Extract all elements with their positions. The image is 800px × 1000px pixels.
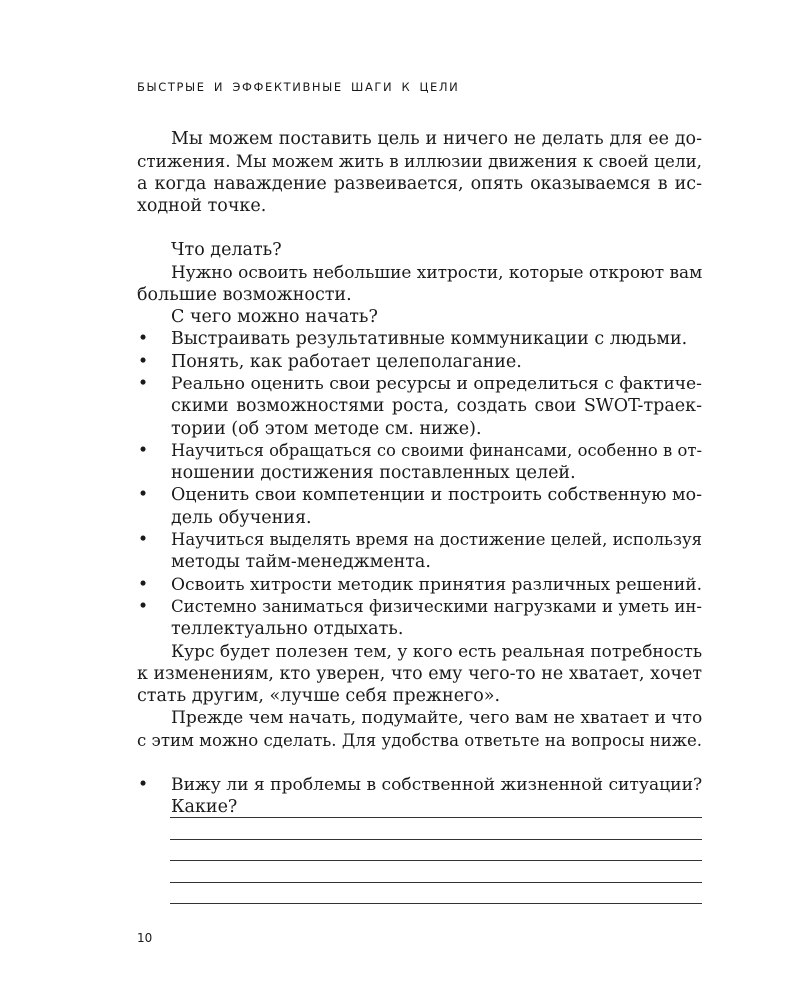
bullet-icon: •: [137, 373, 149, 394]
text-line: большие возможности.: [137, 284, 352, 305]
text-line: скими возможностями роста, создать свои SWOT-траек-: [171, 396, 702, 417]
text-line: Оценить свои компетенции и построить собственную мо-: [171, 485, 702, 506]
text-line: а когда наваждение развеивается, опять оказываемся в ис-: [137, 173, 702, 194]
question-what: Что делать?: [171, 240, 282, 261]
body-text: [137, 128, 702, 819]
answer-line: [170, 817, 702, 818]
answer-line: [170, 882, 702, 883]
bullet-list: [137, 328, 702, 640]
bullet-icon: •: [137, 775, 149, 796]
text-line: Научиться обращаться со своими финансами, особенно в от-: [171, 440, 702, 460]
bullet-icon: •: [137, 485, 149, 506]
bullet-icon: •: [137, 351, 149, 372]
text-line: стижения. Мы можем жить в иллюзии движения к своей цели,: [137, 151, 702, 172]
course-paragraph: [137, 641, 702, 708]
page-number: 10: [137, 931, 153, 945]
text-line: Научиться выделять время на достижение целей, используя: [171, 530, 702, 550]
text-line: Прежде чем начать, подумайте, чего вам не хватает и что: [171, 708, 703, 729]
list-item: [137, 574, 702, 596]
paragraph-gap: [137, 752, 702, 774]
answer-lines: [170, 817, 702, 925]
list-item: [137, 529, 702, 574]
text-line: Курс будет полезен тем, у кого есть реальная потребность: [171, 641, 703, 662]
answer-line: [170, 903, 702, 904]
text-line: Мы можем поставить цель и ничего не делать для ее до-: [171, 129, 702, 149]
list-item: [137, 484, 702, 529]
running-head: БЫСТРЫЕ И ЭФФЕКТИВНЫЕ ШАГИ К ЦЕЛИ: [137, 80, 460, 94]
text-line: Реально оценить свои ресурсы и определиться с фактиче-: [171, 373, 702, 394]
answer-line: [170, 860, 702, 861]
text-line: к изменениям, кто уверен, что ему чего-то не хватает, хочет: [137, 663, 702, 684]
text-line: тории (об этом методе см. ниже).: [171, 418, 482, 439]
text-line: методы тайм-менеджмента.: [171, 552, 431, 573]
text-line: Понять, как работает целеполагание.: [171, 351, 522, 372]
paragraph-gap: [137, 217, 702, 239]
bullet-icon: •: [137, 596, 149, 617]
text-line: стать другим, «лучше себя прежнего».: [137, 686, 501, 707]
text-line: Выстраивать результативные коммуникации с людьми.: [171, 329, 688, 350]
list-item: [137, 373, 702, 440]
question-start: С чего можно начать?: [171, 307, 378, 328]
text-line: с этим можно сделать. Для удобства ответьте на вопросы ниже.: [137, 730, 702, 750]
list-item: [137, 351, 702, 373]
bullet-icon: •: [137, 440, 149, 461]
text-line: Вижу ли я проблемы в собственной жизненной ситуации?: [171, 775, 703, 796]
bullet-icon: •: [137, 530, 149, 551]
text-line: Системно заниматься физическими нагрузками и уметь ин-: [171, 596, 702, 616]
text-line: Освоить хитрости методик принятия различных решений.: [171, 574, 703, 595]
tricks-paragraph: [137, 261, 702, 306]
before-paragraph: [137, 707, 702, 752]
text-line: ходной точке.: [137, 195, 267, 216]
answer-line: [170, 839, 702, 840]
bullet-icon: •: [137, 329, 149, 350]
text-line: ношении достижения поставленных целей.: [171, 463, 576, 484]
bullet-icon: •: [137, 574, 149, 595]
text-line: теллектуально отдыхать.: [171, 619, 404, 640]
list-item: [137, 440, 702, 485]
list-item: [137, 328, 702, 350]
question-list-item: [137, 774, 702, 819]
text-line: Какие?: [171, 797, 238, 818]
list-item: [137, 596, 702, 641]
text-line: дель обучения.: [171, 507, 312, 528]
intro-paragraph: [137, 128, 702, 217]
text-line: Нужно освоить небольшие хитрости, которые откроют вам: [171, 262, 703, 283]
